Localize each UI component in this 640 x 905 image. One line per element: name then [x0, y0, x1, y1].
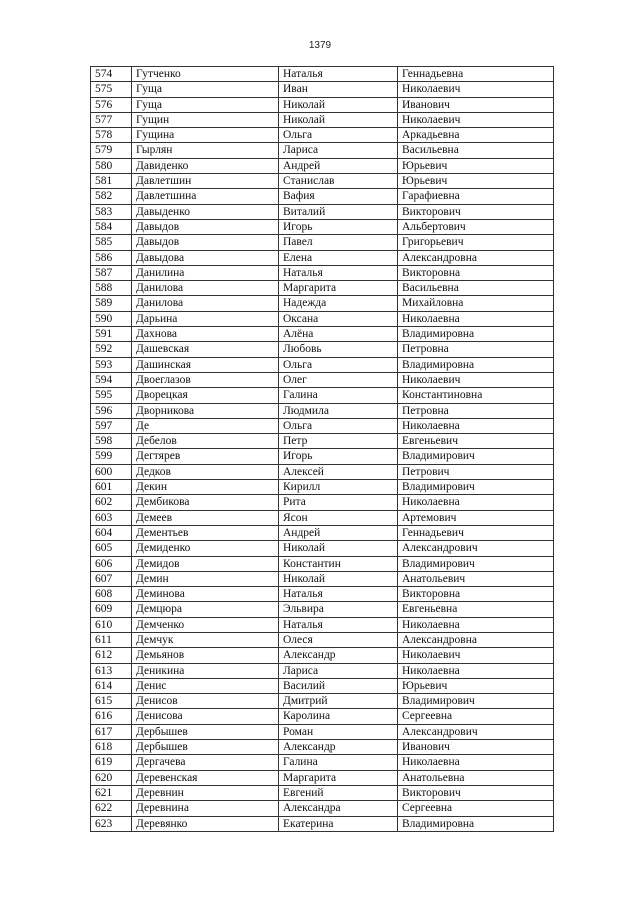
patronymic-cell: Викторович [398, 204, 554, 219]
last-name-cell: Де [132, 418, 279, 433]
table-row [91, 219, 554, 234]
patronymic-cell: Александрович [398, 541, 554, 556]
patronymic-cell: Петровна [398, 342, 554, 357]
table-row [91, 740, 554, 755]
table-row [91, 327, 554, 342]
table-row [91, 801, 554, 816]
last-name-cell: Демьянов [132, 648, 279, 663]
table-row [91, 434, 554, 449]
first-name-cell: Маргарита [279, 281, 398, 296]
table-row [91, 235, 554, 250]
last-name-cell: Деревнин [132, 785, 279, 800]
table-row [91, 281, 554, 296]
last-name-cell: Деминова [132, 587, 279, 602]
first-name-cell: Виталий [279, 204, 398, 219]
last-name-cell: Давиденко [132, 158, 279, 173]
first-name-cell: Константин [279, 556, 398, 571]
row-number-cell: 611 [91, 632, 132, 647]
table-row [91, 418, 554, 433]
row-number-cell: 605 [91, 541, 132, 556]
first-name-cell: Любовь [279, 342, 398, 357]
row-number-cell: 596 [91, 403, 132, 418]
table-row [91, 464, 554, 479]
first-name-cell: Николай [279, 541, 398, 556]
patronymic-cell: Иванович [398, 97, 554, 112]
patronymic-cell: Юрьевич [398, 158, 554, 173]
first-name-cell: Наталья [279, 587, 398, 602]
first-name-cell: Галина [279, 755, 398, 770]
table-row [91, 250, 554, 265]
first-name-cell: Василий [279, 678, 398, 693]
first-name-cell: Иван [279, 82, 398, 97]
table-row [91, 541, 554, 556]
table-row [91, 571, 554, 586]
last-name-cell: Давлетшин [132, 174, 279, 189]
last-name-cell: Декин [132, 480, 279, 495]
patronymic-cell: Николаевна [398, 663, 554, 678]
row-number-cell: 597 [91, 418, 132, 433]
names-table [90, 66, 554, 832]
patronymic-cell: Викторович [398, 785, 554, 800]
last-name-cell: Гутченко [132, 67, 279, 82]
patronymic-cell: Николаевич [398, 648, 554, 663]
first-name-cell: Петр [279, 434, 398, 449]
last-name-cell: Деникина [132, 663, 279, 678]
last-name-cell: Дахнова [132, 327, 279, 342]
row-number-cell: 589 [91, 296, 132, 311]
row-number-cell: 602 [91, 495, 132, 510]
patronymic-cell: Артемович [398, 510, 554, 525]
first-name-cell: Александр [279, 648, 398, 663]
row-number-cell: 618 [91, 740, 132, 755]
patronymic-cell: Николаевна [398, 418, 554, 433]
table-row [91, 128, 554, 143]
table-row [91, 663, 554, 678]
row-number-cell: 610 [91, 617, 132, 632]
last-name-cell: Демчук [132, 632, 279, 647]
patronymic-cell: Аркадьевна [398, 128, 554, 143]
row-number-cell: 620 [91, 770, 132, 785]
row-number-cell: 609 [91, 602, 132, 617]
patronymic-cell: Сергеевна [398, 801, 554, 816]
first-name-cell: Алёна [279, 327, 398, 342]
patronymic-cell: Николаевна [398, 755, 554, 770]
last-name-cell: Дембикова [132, 495, 279, 510]
last-name-cell: Гущина [132, 128, 279, 143]
last-name-cell: Демидов [132, 556, 279, 571]
row-number-cell: 615 [91, 694, 132, 709]
first-name-cell: Александра [279, 801, 398, 816]
patronymic-cell: Викторовна [398, 265, 554, 280]
first-name-cell: Людмила [279, 403, 398, 418]
patronymic-cell: Геннадьевич [398, 525, 554, 540]
last-name-cell: Дедков [132, 464, 279, 479]
patronymic-cell: Николаевна [398, 617, 554, 632]
table-row [91, 480, 554, 495]
last-name-cell: Дегтярев [132, 449, 279, 464]
patronymic-cell: Петрович [398, 464, 554, 479]
last-name-cell: Деревянко [132, 816, 279, 831]
last-name-cell: Дергачева [132, 755, 279, 770]
row-number-cell: 593 [91, 357, 132, 372]
patronymic-cell: Гарафиевна [398, 189, 554, 204]
first-name-cell: Павел [279, 235, 398, 250]
table-row [91, 342, 554, 357]
first-name-cell: Лариса [279, 143, 398, 158]
row-number-cell: 621 [91, 785, 132, 800]
table-row [91, 648, 554, 663]
table-row [91, 143, 554, 158]
row-number-cell: 574 [91, 67, 132, 82]
first-name-cell: Николай [279, 112, 398, 127]
first-name-cell: Александр [279, 740, 398, 755]
first-name-cell: Станислав [279, 174, 398, 189]
table-row [91, 158, 554, 173]
first-name-cell: Вафия [279, 189, 398, 204]
patronymic-cell: Владимирович [398, 480, 554, 495]
table-row [91, 785, 554, 800]
patronymic-cell: Анатольевна [398, 770, 554, 785]
first-name-cell: Лариса [279, 663, 398, 678]
first-name-cell: Ольга [279, 128, 398, 143]
table-row [91, 755, 554, 770]
patronymic-cell: Юрьевич [398, 174, 554, 189]
row-number-cell: 603 [91, 510, 132, 525]
table-row [91, 632, 554, 647]
patronymic-cell: Геннадьевна [398, 67, 554, 82]
first-name-cell: Наталья [279, 265, 398, 280]
patronymic-cell: Васильевна [398, 281, 554, 296]
last-name-cell: Демиденко [132, 541, 279, 556]
row-number-cell: 585 [91, 235, 132, 250]
last-name-cell: Давлетшина [132, 189, 279, 204]
last-name-cell: Давыдов [132, 219, 279, 234]
patronymic-cell: Иванович [398, 740, 554, 755]
first-name-cell: Олеся [279, 632, 398, 647]
last-name-cell: Демеев [132, 510, 279, 525]
first-name-cell: Екатерина [279, 816, 398, 831]
table-row [91, 587, 554, 602]
table-row [91, 525, 554, 540]
table-body [91, 67, 554, 832]
last-name-cell: Гырлян [132, 143, 279, 158]
table-row [91, 556, 554, 571]
table-row [91, 357, 554, 372]
row-number-cell: 612 [91, 648, 132, 663]
first-name-cell: Андрей [279, 158, 398, 173]
first-name-cell: Надежда [279, 296, 398, 311]
last-name-cell: Денисов [132, 694, 279, 709]
patronymic-cell: Николаевич [398, 372, 554, 387]
table-row [91, 678, 554, 693]
row-number-cell: 581 [91, 174, 132, 189]
first-name-cell: Игорь [279, 219, 398, 234]
first-name-cell: Николай [279, 571, 398, 586]
row-number-cell: 608 [91, 587, 132, 602]
table-row [91, 112, 554, 127]
table-row [91, 189, 554, 204]
table-row [91, 403, 554, 418]
last-name-cell: Деревенская [132, 770, 279, 785]
row-number-cell: 614 [91, 678, 132, 693]
row-number-cell: 590 [91, 311, 132, 326]
patronymic-cell: Владимирович [398, 694, 554, 709]
row-number-cell: 578 [91, 128, 132, 143]
first-name-cell: Игорь [279, 449, 398, 464]
first-name-cell: Маргарита [279, 770, 398, 785]
patronymic-cell: Юрьевич [398, 678, 554, 693]
row-number-cell: 600 [91, 464, 132, 479]
patronymic-cell: Петровна [398, 403, 554, 418]
row-number-cell: 594 [91, 372, 132, 387]
last-name-cell: Демцюра [132, 602, 279, 617]
last-name-cell: Данилова [132, 296, 279, 311]
patronymic-cell: Николаевна [398, 311, 554, 326]
last-name-cell: Двоеглазов [132, 372, 279, 387]
patronymic-cell: Григорьевич [398, 235, 554, 250]
patronymic-cell: Евгеньевна [398, 602, 554, 617]
table-row [91, 617, 554, 632]
last-name-cell: Демченко [132, 617, 279, 632]
table-row [91, 67, 554, 82]
last-name-cell: Гущин [132, 112, 279, 127]
first-name-cell: Эльвира [279, 602, 398, 617]
table-row [91, 388, 554, 403]
last-name-cell: Дашевская [132, 342, 279, 357]
first-name-cell: Дмитрий [279, 694, 398, 709]
table-row [91, 816, 554, 831]
last-name-cell: Дебелов [132, 434, 279, 449]
patronymic-cell: Владимировна [398, 327, 554, 342]
last-name-cell: Давыденко [132, 204, 279, 219]
first-name-cell: Ясон [279, 510, 398, 525]
first-name-cell: Евгений [279, 785, 398, 800]
patronymic-cell: Васильевна [398, 143, 554, 158]
last-name-cell: Дербышев [132, 740, 279, 755]
row-number-cell: 583 [91, 204, 132, 219]
first-name-cell: Ольга [279, 418, 398, 433]
last-name-cell: Давыдов [132, 235, 279, 250]
first-name-cell: Роман [279, 724, 398, 739]
row-number-cell: 595 [91, 388, 132, 403]
patronymic-cell: Сергеевна [398, 709, 554, 724]
patronymic-cell: Владимировна [398, 357, 554, 372]
last-name-cell: Дворникова [132, 403, 279, 418]
patronymic-cell: Викторовна [398, 587, 554, 602]
patronymic-cell: Александровна [398, 632, 554, 647]
patronymic-cell: Владимирович [398, 449, 554, 464]
row-number-cell: 575 [91, 82, 132, 97]
table-row [91, 82, 554, 97]
last-name-cell: Гуща [132, 97, 279, 112]
row-number-cell: 619 [91, 755, 132, 770]
last-name-cell: Демин [132, 571, 279, 586]
row-number-cell: 577 [91, 112, 132, 127]
last-name-cell: Денис [132, 678, 279, 693]
patronymic-cell: Николаевич [398, 112, 554, 127]
patronymic-cell: Михайловна [398, 296, 554, 311]
row-number-cell: 604 [91, 525, 132, 540]
row-number-cell: 582 [91, 189, 132, 204]
patronymic-cell: Анатольевич [398, 571, 554, 586]
first-name-cell: Наталья [279, 67, 398, 82]
patronymic-cell: Владимировна [398, 816, 554, 831]
row-number-cell: 584 [91, 219, 132, 234]
table-row [91, 265, 554, 280]
row-number-cell: 580 [91, 158, 132, 173]
patronymic-cell: Владимирович [398, 556, 554, 571]
last-name-cell: Дарьина [132, 311, 279, 326]
table-row [91, 174, 554, 189]
table-row [91, 204, 554, 219]
last-name-cell: Денисова [132, 709, 279, 724]
last-name-cell: Дербышев [132, 724, 279, 739]
last-name-cell: Гуща [132, 82, 279, 97]
first-name-cell: Ольга [279, 357, 398, 372]
row-number-cell: 592 [91, 342, 132, 357]
first-name-cell: Наталья [279, 617, 398, 632]
table-row [91, 770, 554, 785]
table-row [91, 97, 554, 112]
row-number-cell: 601 [91, 480, 132, 495]
first-name-cell: Каролина [279, 709, 398, 724]
row-number-cell: 587 [91, 265, 132, 280]
row-number-cell: 617 [91, 724, 132, 739]
patronymic-cell: Евгеньевич [398, 434, 554, 449]
patronymic-cell: Альбертович [398, 219, 554, 234]
row-number-cell: 598 [91, 434, 132, 449]
first-name-cell: Рита [279, 495, 398, 510]
last-name-cell: Дворецкая [132, 388, 279, 403]
table-row [91, 709, 554, 724]
table-row [91, 602, 554, 617]
first-name-cell: Андрей [279, 525, 398, 540]
first-name-cell: Алексей [279, 464, 398, 479]
table-row [91, 495, 554, 510]
table-row [91, 296, 554, 311]
first-name-cell: Галина [279, 388, 398, 403]
row-number-cell: 576 [91, 97, 132, 112]
row-number-cell: 607 [91, 571, 132, 586]
last-name-cell: Данилина [132, 265, 279, 280]
row-number-cell: 623 [91, 816, 132, 831]
patronymic-cell: Александрович [398, 724, 554, 739]
row-number-cell: 579 [91, 143, 132, 158]
last-name-cell: Данилова [132, 281, 279, 296]
first-name-cell: Оксана [279, 311, 398, 326]
first-name-cell: Елена [279, 250, 398, 265]
table-row [91, 311, 554, 326]
patronymic-cell: Константиновна [398, 388, 554, 403]
first-name-cell: Олег [279, 372, 398, 387]
row-number-cell: 606 [91, 556, 132, 571]
last-name-cell: Дашинская [132, 357, 279, 372]
row-number-cell: 586 [91, 250, 132, 265]
table-row [91, 694, 554, 709]
patronymic-cell: Николаевна [398, 495, 554, 510]
row-number-cell: 599 [91, 449, 132, 464]
first-name-cell: Кирилл [279, 480, 398, 495]
row-number-cell: 591 [91, 327, 132, 342]
row-number-cell: 613 [91, 663, 132, 678]
row-number-cell: 622 [91, 801, 132, 816]
first-name-cell: Николай [279, 97, 398, 112]
row-number-cell: 616 [91, 709, 132, 724]
patronymic-cell: Александровна [398, 250, 554, 265]
page-number: 1379 [308, 40, 332, 51]
last-name-cell: Деревнина [132, 801, 279, 816]
table-row [91, 372, 554, 387]
table-row [91, 510, 554, 525]
last-name-cell: Дементьев [132, 525, 279, 540]
table-row [91, 724, 554, 739]
patronymic-cell: Николаевич [398, 82, 554, 97]
last-name-cell: Давыдова [132, 250, 279, 265]
row-number-cell: 588 [91, 281, 132, 296]
table-row [91, 449, 554, 464]
